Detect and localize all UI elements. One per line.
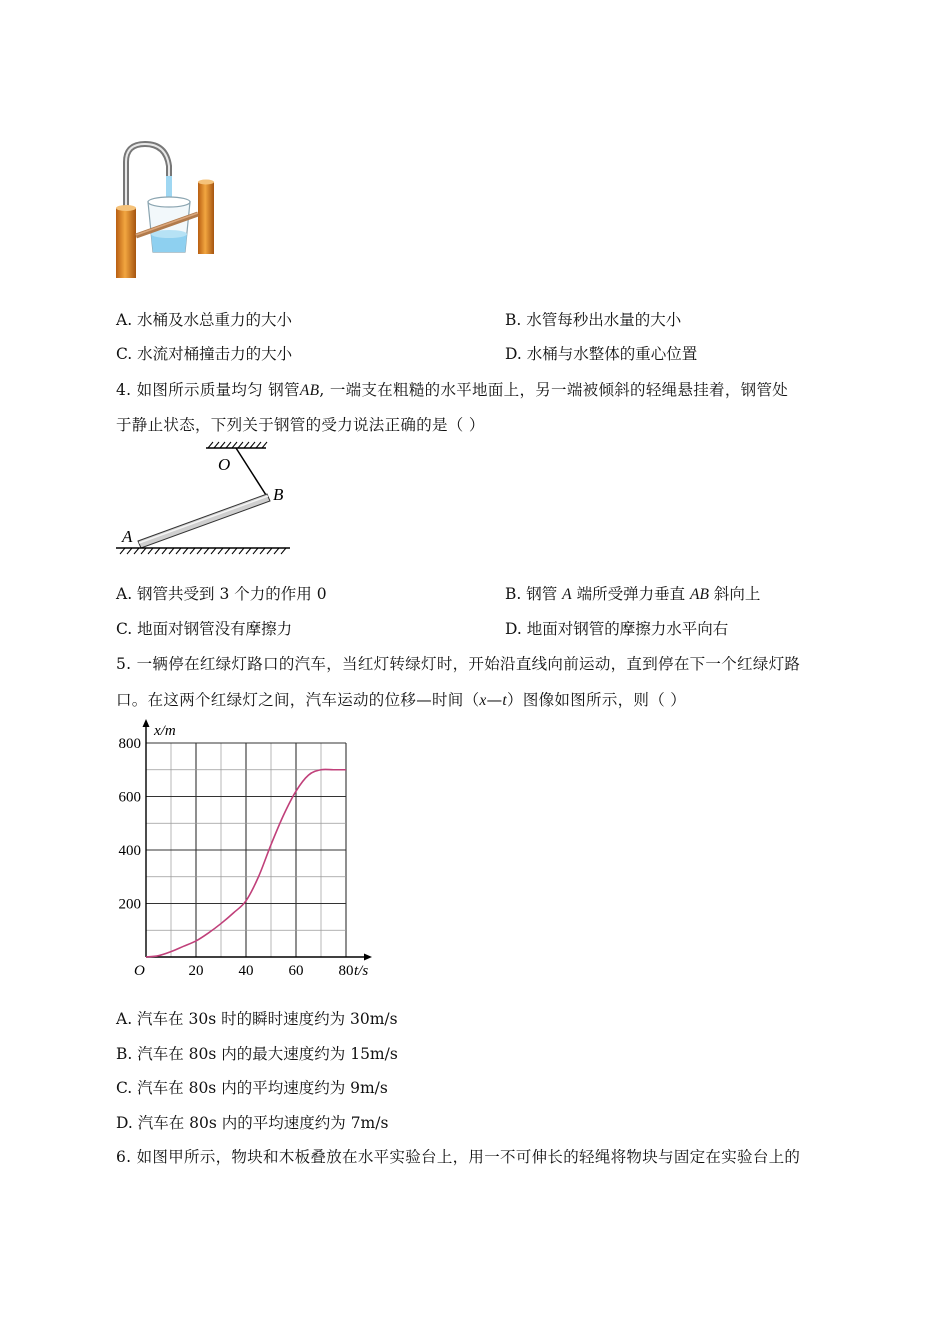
y-tick-label: 200 — [118, 896, 141, 913]
x-tick-label: 20 — [188, 963, 204, 979]
x-tick-label: 40 — [238, 963, 254, 979]
y-tick-label: 400 — [118, 843, 141, 859]
q5-option-b: B. 汽车在 80s 内的最大速度约为 15m/s — [116, 1045, 398, 1063]
chart-axes — [143, 719, 373, 961]
origin-label: O — [134, 963, 145, 979]
q3-option-d: D. 水桶与水整体的重心位置 — [505, 345, 698, 363]
q4-option-b: B. 钢管 A 端所受弹力垂直 AB 斜向上 — [505, 585, 761, 603]
q4-option-c: C. 地面对钢管没有摩擦力 — [116, 620, 293, 638]
label-o: O — [218, 455, 231, 474]
q3-option-b: B. 水管每秒出水量的大小 — [505, 311, 682, 329]
xt-chart — [108, 715, 388, 985]
bucket-figure — [110, 140, 230, 282]
q4-stem-line1: 4. 如图所示质量均匀 钢管AB, 一端支在粗糙的水平地面上，另一端被倾斜的轻绳悬挂着，钢管处 — [116, 381, 789, 399]
q5-stem-line2: 口。在这两个红绿灯之间，汽车运动的位移—时间（x—t）图像如图所示，则（ ） — [116, 691, 687, 709]
x-axis-label: t/s — [354, 963, 369, 979]
q6-stem-line1: 6. 如图甲所示，物块和木板叠放在水平实验台上，用一不可伸长的轻绳将物块与固定在实验台上的 — [116, 1148, 801, 1166]
q3-option-c: C. 水流对桶撞击力的大小 — [116, 345, 293, 363]
q3-option-a: A. 水桶及水总重力的大小 — [116, 311, 293, 329]
y-axis-arrow — [143, 719, 150, 727]
q5-option-c: C. 汽车在 80s 内的平均速度约为 9m/s — [116, 1079, 388, 1097]
q5-option-d: D. 汽车在 80s 内的平均速度约为 7m/s — [116, 1114, 389, 1132]
x-tick-label: 60 — [288, 963, 304, 979]
chart-ticks — [119, 723, 369, 979]
q5-stem-line1: 5. 一辆停在红绿灯路口的汽车，当红灯转绿灯时，开始沿直线向前运动，直到停在下一个红绿灯路 — [116, 655, 801, 673]
q4-stem-line2: 于静止状态，下列关于钢管的受力说法正确的是（ ） — [116, 416, 485, 434]
q4-option-d: D. 地面对钢管的摩擦力水平向右 — [505, 620, 729, 638]
x-tick-label: 80 — [338, 963, 354, 979]
q5-option-a: A. 汽车在 30s 时的瞬时速度约为 30m/s — [116, 1010, 398, 1028]
x-axis-arrow — [364, 954, 372, 961]
y-axis-label: x/m — [154, 723, 176, 739]
q4-option-a: A. 钢管共受到 3 个力的作用 0 — [116, 585, 327, 603]
chart-grid — [146, 743, 346, 957]
label-a: A — [122, 527, 133, 546]
label-b: B — [273, 485, 284, 504]
steel-pipe-figure — [110, 440, 300, 560]
y-tick-label: 600 — [118, 789, 141, 806]
y-tick-label: 800 — [118, 736, 141, 752]
